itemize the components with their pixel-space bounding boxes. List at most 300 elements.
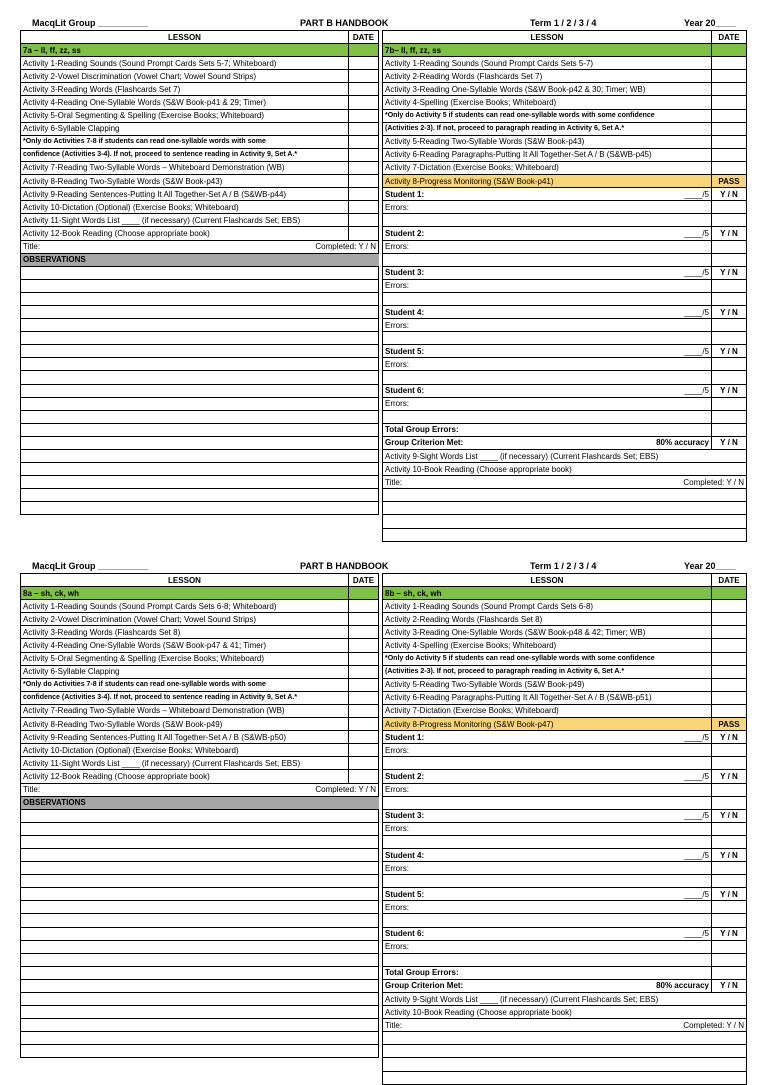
- spacer-row: [383, 332, 747, 345]
- errors-label: Errors:: [383, 822, 712, 835]
- activity-row: [383, 678, 747, 691]
- observation-line: [21, 888, 379, 901]
- activity-label: Activity 1-Reading Sounds (Sound Prompt Cards Sets 6-8): [383, 600, 712, 613]
- activity-row: [383, 600, 747, 613]
- activity-row: [383, 639, 747, 652]
- handbook-title: PART B HANDBOOK: [300, 18, 389, 28]
- activity-label: Activity 11-Sight Words List ____ (if necessary) (Current Flashcards Set; EBS): [21, 214, 349, 227]
- activity-row: [21, 57, 379, 70]
- date-cell: [712, 704, 747, 717]
- activity-row: [383, 96, 747, 109]
- blank-line: [383, 528, 747, 541]
- errors-label: Errors:: [383, 940, 712, 953]
- group-criterion-cell: [383, 979, 712, 992]
- observation-row: [21, 888, 379, 901]
- activity-label: Activity 2-Reading Words (Flashcards Set 7): [383, 70, 712, 83]
- date-cell: [712, 44, 747, 57]
- activity-label: Activity 8-Reading Two-Syllable Words (S&W Book-p43): [21, 175, 349, 188]
- activity-label: Activity 1-Reading Sounds (Sound Prompt Cards Sets 6-8; Whiteboard): [21, 600, 349, 613]
- date-cell: [712, 665, 747, 678]
- activity-label: Activity 3-Reading Words (Flashcards Set 8): [21, 626, 349, 639]
- observation-row: [21, 940, 379, 953]
- date-cell: [349, 626, 379, 639]
- date-cell: [349, 691, 379, 704]
- activity-label: Activity 3-Reading Words (Flashcards Set 7): [21, 83, 349, 96]
- completed-label: Completed: Y / N: [683, 1020, 744, 1030]
- spacer-row: [383, 953, 747, 966]
- pass-cell: [712, 940, 747, 953]
- date-cell: [349, 161, 379, 174]
- progress-monitoring-row: [383, 718, 747, 731]
- blank-line: [383, 1045, 747, 1058]
- progress-monitoring-row: [383, 175, 747, 188]
- observation-row: [21, 875, 379, 888]
- errors-label: Errors:: [383, 862, 712, 875]
- observation-line: [21, 809, 379, 822]
- accuracy-label: 80% accuracy: [656, 438, 709, 448]
- lesson-block: [20, 553, 747, 1030]
- page-header: [20, 553, 747, 573]
- blank-row: [383, 515, 747, 528]
- pass-cell: [712, 783, 747, 796]
- observation-line: [21, 423, 379, 436]
- date-cell: [712, 109, 747, 122]
- student-row: [383, 188, 747, 201]
- date-cell: [349, 665, 379, 678]
- pass-yes-no: Y / N: [712, 188, 747, 201]
- observation-line: [21, 927, 379, 940]
- pass-cell: [712, 319, 747, 332]
- pass-yes-no: Y / N: [712, 848, 747, 861]
- blank-cell: [383, 796, 712, 809]
- activity-label: Activity 2-Vowel Discrimination (Vowel Chart; Vowel Sound Strips): [21, 613, 349, 626]
- activity-label: Activity 1-Reading Sounds (Sound Prompt Cards Sets 5-7; Whiteboard): [21, 57, 349, 70]
- activity-row: [21, 731, 379, 744]
- date-cell: [712, 639, 747, 652]
- student-label: Student 1:: [385, 189, 425, 199]
- activity-label: Activity 9-Reading Sentences-Putting It All Together-Set A / B (S&WB-p50): [21, 731, 349, 744]
- observation-row: [21, 292, 379, 305]
- student-label: Student 1:: [385, 732, 425, 742]
- date-cell: [712, 96, 747, 109]
- date-cell: [349, 175, 379, 188]
- blank-line: [383, 502, 747, 515]
- observation-line: [21, 266, 379, 279]
- lesson-a-table: [20, 30, 379, 515]
- book-title-label: Title:: [385, 1020, 403, 1030]
- observation-line: [21, 848, 379, 861]
- errors-label: Errors:: [383, 783, 712, 796]
- blank-line: [383, 489, 747, 502]
- pass-cell: [712, 835, 747, 848]
- pass-cell: [712, 358, 747, 371]
- observation-line: [21, 953, 379, 966]
- blank-row: [383, 528, 747, 541]
- activity-row: [383, 70, 747, 83]
- blank-cell: [383, 214, 712, 227]
- pass-cell: [712, 822, 747, 835]
- pass-yes-no: Y / N: [712, 809, 747, 822]
- activity-row: [21, 135, 379, 148]
- pass-cell: [712, 410, 747, 423]
- activity-row: [383, 109, 747, 122]
- instruction-note: confidence (Activities 3-4). If not, proceed to sentence reading in Activity 9, Set A.*: [21, 691, 349, 704]
- instruction-note: *Only do Activities 7-8 if students can read one-syllable words with some: [21, 678, 349, 691]
- criterion-yes-no: Y / N: [712, 436, 747, 449]
- date-column-header: DATE: [349, 574, 379, 587]
- pass-yes-no: Y / N: [712, 927, 747, 940]
- date-cell: [712, 83, 747, 96]
- student-row: [383, 927, 747, 940]
- year-label: Year 20____: [684, 18, 736, 28]
- pass-cell: [712, 901, 747, 914]
- spacer-row: [383, 835, 747, 848]
- student-score-cell: [383, 927, 712, 940]
- activity-label: Activity 5-Reading Two-Syllable Words (S&W Book-p43): [383, 135, 712, 148]
- errors-label: Errors:: [383, 397, 712, 410]
- pass-header: PASS: [712, 718, 747, 731]
- pass-yes-no: Y / N: [712, 305, 747, 318]
- observation-row: [21, 463, 379, 476]
- activity-row: [21, 122, 379, 135]
- page-header: [20, 10, 747, 30]
- activity-label: Activity 7-Dictation (Exercise Books; Whiteboard): [383, 704, 712, 717]
- student-score-cell: [383, 848, 712, 861]
- blank-line: [383, 1032, 747, 1045]
- activity-row: [21, 600, 379, 613]
- score-blank: ____/5: [684, 732, 709, 742]
- activity-label: Activity 5-Oral Segmenting & Spelling (Exercise Books; Whiteboard): [21, 109, 349, 122]
- date-cell: [712, 70, 747, 83]
- activity-row: [383, 704, 747, 717]
- observation-line: [21, 993, 379, 1006]
- activity-row: [21, 96, 379, 109]
- pass-cell: [712, 744, 747, 757]
- book-title-cell: [383, 1019, 747, 1032]
- blank-cell: [383, 253, 712, 266]
- errors-row: [383, 201, 747, 214]
- lesson-heading-row: [21, 44, 379, 57]
- observation-line: [21, 502, 379, 515]
- completed-label: Completed: Y / N: [683, 477, 744, 487]
- date-cell: [349, 652, 379, 665]
- date-cell: [349, 83, 379, 96]
- activity-label: Activity 4-Spelling (Exercise Books; Whiteboard): [383, 639, 712, 652]
- term-selector: Term 1 / 2 / 3 / 4: [530, 561, 597, 571]
- group-criterion-label: Group Criterion Met:: [385, 438, 464, 448]
- observations-heading: OBSERVATIONS: [21, 253, 349, 266]
- pass-cell: [712, 371, 747, 384]
- observation-line: [21, 1019, 379, 1032]
- observation-row: [21, 809, 379, 822]
- date-cell: [712, 626, 747, 639]
- blank-row: [383, 502, 747, 515]
- student-score-cell: [383, 345, 712, 358]
- total-group-errors-label: Total Group Errors:: [383, 966, 712, 979]
- observation-row: [21, 993, 379, 1006]
- activity-row: [383, 450, 747, 463]
- activity-label: Activity 4-Reading One-Syllable Words (S&W Book-p41 & 29; Timer): [21, 96, 349, 109]
- date-cell: [349, 148, 379, 161]
- date-cell: [349, 718, 379, 731]
- book-title-cell: [383, 476, 747, 489]
- date-cell: [712, 161, 747, 174]
- activity-row: [383, 626, 747, 639]
- group-label: MacqLit Group __________: [32, 561, 149, 571]
- pass-yes-no: Y / N: [712, 770, 747, 783]
- blank-cell: [383, 875, 712, 888]
- student-score-cell: [383, 384, 712, 397]
- observation-row: [21, 423, 379, 436]
- activity-label: Activity 1-Reading Sounds (Sound Prompt Cards Sets 5-7): [383, 57, 712, 70]
- pass-yes-no: Y / N: [712, 227, 747, 240]
- accuracy-label: 80% accuracy: [656, 981, 709, 991]
- pass-yes-no: Y / N: [712, 266, 747, 279]
- column-header-row: [21, 31, 379, 44]
- date-cell: [349, 678, 379, 691]
- activity-row: [21, 175, 379, 188]
- book-title-cell: [21, 783, 379, 796]
- errors-label: Errors:: [383, 901, 712, 914]
- book-title-label: Title:: [23, 785, 41, 795]
- instruction-note: confidence (Activities 3-4). If not, proceed to sentence reading in Activity 9, Set A.*: [21, 148, 349, 161]
- total-errors-row: [383, 423, 747, 436]
- errors-row: [383, 783, 747, 796]
- errors-row: [383, 279, 747, 292]
- date-cell: [349, 744, 379, 757]
- date-cell: [349, 770, 379, 783]
- activity-row: [21, 188, 379, 201]
- student-label: Student 3:: [385, 268, 425, 278]
- date-cell: [349, 188, 379, 201]
- lesson-a-table: [20, 573, 379, 1058]
- observation-line: [21, 476, 379, 489]
- activity-row: [383, 161, 747, 174]
- student-row: [383, 731, 747, 744]
- student-row: [383, 770, 747, 783]
- date-cell: [712, 135, 747, 148]
- activity-label: Activity 4-Reading One-Syllable Words (S&W Book-p47 & 41; Timer): [21, 639, 349, 652]
- observation-row: [21, 927, 379, 940]
- errors-label: Errors:: [383, 279, 712, 292]
- observation-row: [21, 371, 379, 384]
- errors-label: Errors:: [383, 744, 712, 757]
- score-blank: ____/5: [684, 307, 709, 317]
- activity-label: Activity 3-Reading One-Syllable Words (S&W Book-p48 & 42; Timer; WB): [383, 626, 712, 639]
- observation-line: [21, 914, 379, 927]
- observation-line: [21, 279, 379, 292]
- observation-line: [21, 901, 379, 914]
- pass-cell: [712, 953, 747, 966]
- date-column-header: DATE: [712, 574, 747, 587]
- errors-row: [383, 940, 747, 953]
- blank-cell: [383, 757, 712, 770]
- activity-row: [383, 613, 747, 626]
- activity-label: Activity 3-Reading One-Syllable Words (S&W Book-p42 & 30; Timer; WB): [383, 83, 712, 96]
- errors-label: Errors:: [383, 319, 712, 332]
- observation-line: [21, 1045, 379, 1058]
- student-score-cell: [383, 809, 712, 822]
- date-cell: [712, 57, 747, 70]
- activity-label: Activity 6-Syllable Clapping: [21, 665, 349, 678]
- score-blank: ____/5: [684, 771, 709, 781]
- observation-row: [21, 410, 379, 423]
- pass-yes-no: Y / N: [712, 731, 747, 744]
- pass-cell: [712, 757, 747, 770]
- student-score-cell: [383, 731, 712, 744]
- lesson-column-header: LESSON: [383, 574, 712, 587]
- lesson-column-header: LESSON: [21, 31, 349, 44]
- spacer-row: [383, 875, 747, 888]
- progress-monitoring-label: Activity 8-Progress Monitoring (S&W Book-p41): [383, 175, 712, 188]
- spacer-row: [383, 757, 747, 770]
- observation-row: [21, 345, 379, 358]
- student-row: [383, 345, 747, 358]
- student-row: [383, 305, 747, 318]
- score-blank: ____/5: [684, 811, 709, 821]
- activity-row: [383, 1006, 747, 1019]
- activity-label: Activity 7-Dictation (Exercise Books; Whiteboard): [383, 161, 712, 174]
- observation-line: [21, 292, 379, 305]
- observation-row: [21, 1032, 379, 1045]
- score-blank: ____/5: [684, 386, 709, 396]
- spacer-row: [383, 292, 747, 305]
- date-cell: [712, 691, 747, 704]
- blank-cell: [383, 332, 712, 345]
- score-blank: ____/5: [684, 929, 709, 939]
- errors-label: Errors:: [383, 358, 712, 371]
- student-label: Student 6:: [385, 929, 425, 939]
- pass-cell: [712, 332, 747, 345]
- date-cell: [349, 70, 379, 83]
- student-label: Student 4:: [385, 850, 425, 860]
- activity-row: [21, 639, 379, 652]
- pass-cell: [712, 862, 747, 875]
- group-criterion-row: [383, 979, 747, 992]
- total-errors-row: [383, 966, 747, 979]
- activity-row: [383, 993, 747, 1006]
- activity-row: [383, 83, 747, 96]
- date-cell: [349, 757, 379, 770]
- activity-row: [21, 718, 379, 731]
- errors-row: [383, 901, 747, 914]
- observation-line: [21, 835, 379, 848]
- blank-cell: [383, 914, 712, 927]
- activity-label: Activity 6-Syllable Clapping: [21, 122, 349, 135]
- activity-label: Activity 10-Book Reading (Choose appropriate book): [383, 463, 747, 476]
- student-score-cell: [383, 305, 712, 318]
- spacer-row: [383, 253, 747, 266]
- blank-row: [383, 1071, 747, 1084]
- observation-line: [21, 371, 379, 384]
- date-cell: [712, 613, 747, 626]
- observation-row: [21, 966, 379, 979]
- score-blank: ____/5: [684, 228, 709, 238]
- score-blank: ____/5: [684, 268, 709, 278]
- date-cell: [349, 44, 379, 57]
- observation-row: [21, 502, 379, 515]
- activity-label: Activity 6-Reading Paragraphs-Putting It All Together-Set A / B (S&WB-p45): [383, 148, 712, 161]
- errors-label: Errors:: [383, 201, 712, 214]
- observation-line: [21, 940, 379, 953]
- activity-row: [21, 148, 379, 161]
- activity-row: [21, 757, 379, 770]
- spacer-row: [383, 914, 747, 927]
- activity-row: [21, 704, 379, 717]
- lesson-heading: 8b – sh, ck, wh: [383, 587, 712, 600]
- pass-header: PASS: [712, 175, 747, 188]
- observation-row: [21, 266, 379, 279]
- column-header-row: [383, 31, 747, 44]
- observation-row: [21, 822, 379, 835]
- instruction-note: *Only do Activities 7-8 if students can read one-syllable words with some: [21, 135, 349, 148]
- observations-heading: OBSERVATIONS: [21, 796, 349, 809]
- errors-row: [383, 744, 747, 757]
- pass-cell: [712, 397, 747, 410]
- blank-cell: [383, 371, 712, 384]
- score-blank: ____/5: [684, 889, 709, 899]
- date-cell: [349, 135, 379, 148]
- date-cell: [712, 122, 747, 135]
- observation-line: [21, 436, 379, 449]
- activity-row: [21, 626, 379, 639]
- blank-row: [383, 1045, 747, 1058]
- errors-row: [383, 822, 747, 835]
- book-title-label: Title:: [23, 242, 41, 252]
- pass-yes-no: Y / N: [712, 384, 747, 397]
- activity-label: Activity 7-Reading Two-Syllable Words – Whiteboard Demonstration (WB): [21, 161, 349, 174]
- errors-row: [383, 862, 747, 875]
- date-cell: [349, 227, 379, 240]
- observation-row: [21, 848, 379, 861]
- activity-label: Activity 10-Dictation (Optional) (Exercise Books; Whiteboard): [21, 201, 349, 214]
- total-group-errors-label: Total Group Errors:: [383, 423, 712, 436]
- observation-line: [21, 410, 379, 423]
- observation-row: [21, 450, 379, 463]
- activity-row: [21, 691, 379, 704]
- date-cell: [349, 704, 379, 717]
- date-cell: [349, 201, 379, 214]
- date-cell: [712, 600, 747, 613]
- blank-cell: [383, 835, 712, 848]
- activity-row: [21, 665, 379, 678]
- book-title-label: Title:: [385, 477, 403, 487]
- date-column-header: DATE: [349, 31, 379, 44]
- observation-row: [21, 358, 379, 371]
- observation-row: [21, 953, 379, 966]
- errors-row: [383, 319, 747, 332]
- activity-row: [21, 770, 379, 783]
- student-score-cell: [383, 888, 712, 901]
- activity-label: Activity 8-Reading Two-Syllable Words (S&W Book-p49): [21, 718, 349, 731]
- observation-row: [21, 1006, 379, 1019]
- observation-row: [21, 476, 379, 489]
- errors-label: Errors:: [383, 240, 712, 253]
- student-label: Student 6:: [385, 386, 425, 396]
- observation-row: [21, 979, 379, 992]
- activity-row: [21, 227, 379, 240]
- observation-line: [21, 319, 379, 332]
- lesson-heading-row: [383, 44, 747, 57]
- activity-label: Activity 10-Dictation (Optional) (Exercise Books; Whiteboard): [21, 744, 349, 757]
- activity-label: Activity 7-Reading Two-Syllable Words – Whiteboard Demonstration (WB): [21, 704, 349, 717]
- student-label: Student 4:: [385, 307, 425, 317]
- date-cell: [349, 587, 379, 600]
- activity-row: [383, 122, 747, 135]
- observation-line: [21, 1032, 379, 1045]
- group-criterion-row: [383, 436, 747, 449]
- lesson-block: [20, 10, 747, 487]
